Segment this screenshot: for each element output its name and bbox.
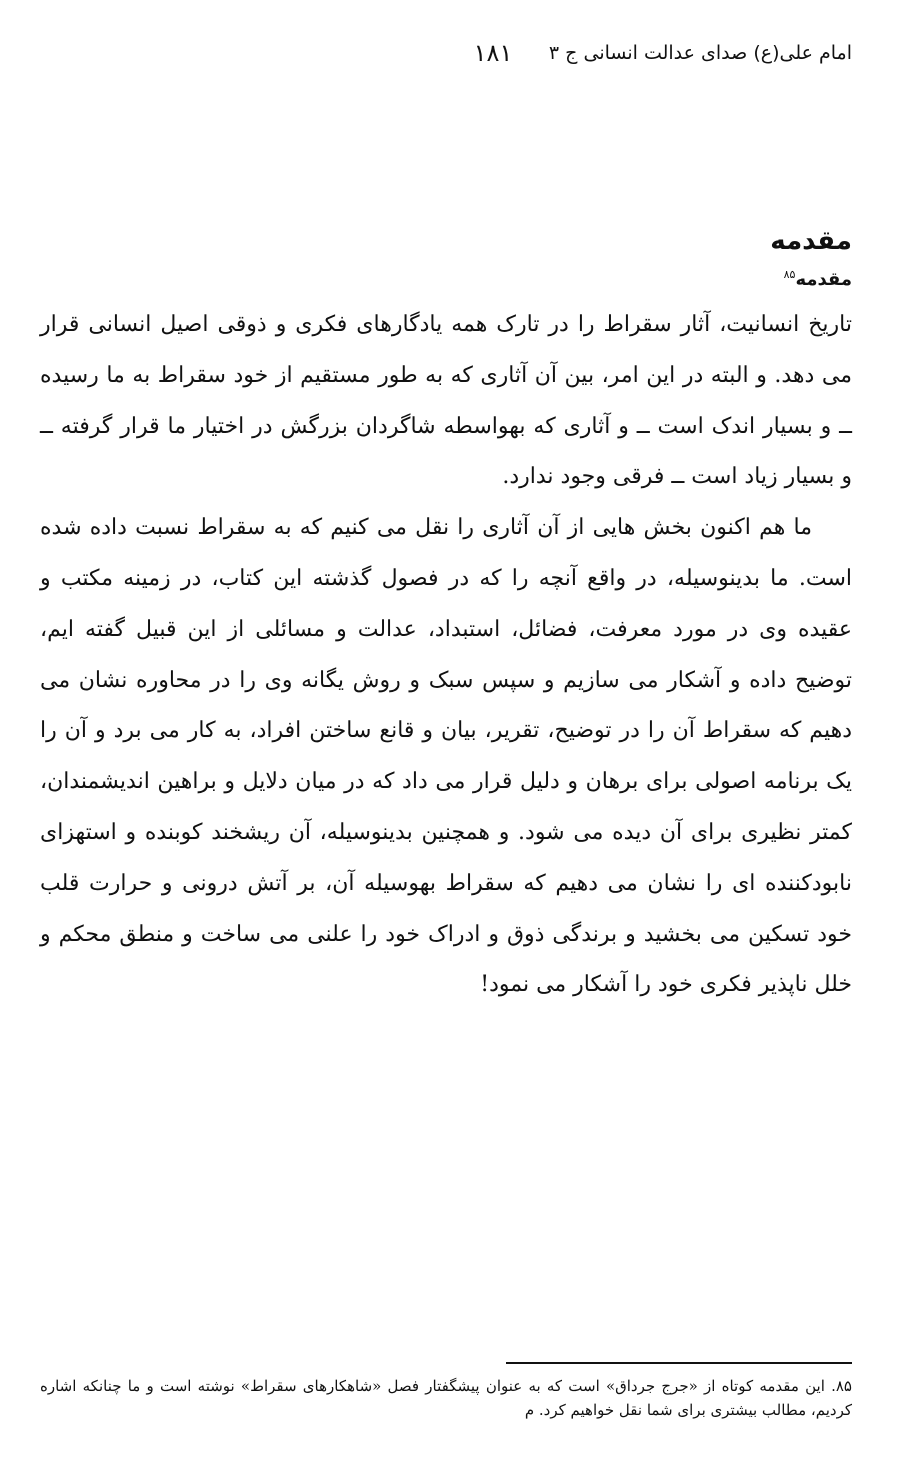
footnote-text: ۸۵. این مقدمه کوتاه از «جرج جرداق» است که به عنوان پیشگفتار فصل «شاهکارهای سقراط» نوشته است و ما چنانکه اشاره کردیم، مطالب بیشتری برای شما نقل خواهیم کرد. م [40, 1377, 852, 1419]
page-number: ۱۸۱ [473, 39, 513, 67]
subheading-text: مقدمه [795, 269, 852, 290]
running-header [48, 38, 852, 68]
book-title: امام علی(ع) صدای عدالت انسانی ج ۳ [548, 42, 852, 64]
paragraph-1: تاریخ انسانیت، آثار سقراط را در تارک همه یادگارهای فکری و ذوقی اصیل انسانی قرار می دهد. و البته در این امر، بین آن آثاری که به طور مستقیم از خود سقراط به ما رسیده ــ و بسیار اندک است ــ و آثاری که بهواسطه شاگردان بزرگش در اختیار ما قرار گرفته ــ و بسیار زیاد است ــ فرقی وجود ندارد. [40, 312, 852, 490]
body-text [40, 300, 852, 1011]
footnote [40, 1374, 852, 1422]
section-subheading [784, 268, 852, 290]
footnote-reference: ۸۵ [783, 268, 796, 281]
paragraph-2: ما هم اکنون بخش هایی از آن آثاری را نقل می کنیم که به سقراط نسبت داده شده است. ما بدینوسیله، در واقع آنچه را که در فصول گذشته این کتاب، در زمینه مکتب و عقیده وی در مورد معرفت، فضائل، استبداد، عدالت و مسائلی از این قبیل گفته ایم، توضیح داده و آشکار می سازیم و سپس سبک و روش یگانه وی را در محاوره نشان می دهیم که سقراط آن را در توضیح، تقریر، بیان و قانع ساختن افراد، به کار می برد و آن را یک برنامه اصولی برای برهان و دلیل قرار می داد که در میان دلایل و براهین اندیشمندان، کمتر نظیری برای آن دیده می شود. و همچنین بدینوسیله، آن ریشخند کوبنده و استهزای نابودکننده ای را نشان می دهیم که سقراط بهوسیله آن، بر آتش درونی و حرارت قلب خود تسکین می بخشید و برندگی ذوق و ادراک خود را علنی می ساخت و منطق محکم و خلل ناپذیر فکری خود را آشکار می نمود! [40, 515, 852, 998]
footnote-divider [506, 1362, 852, 1364]
section-heading: مقدمه [770, 226, 852, 256]
